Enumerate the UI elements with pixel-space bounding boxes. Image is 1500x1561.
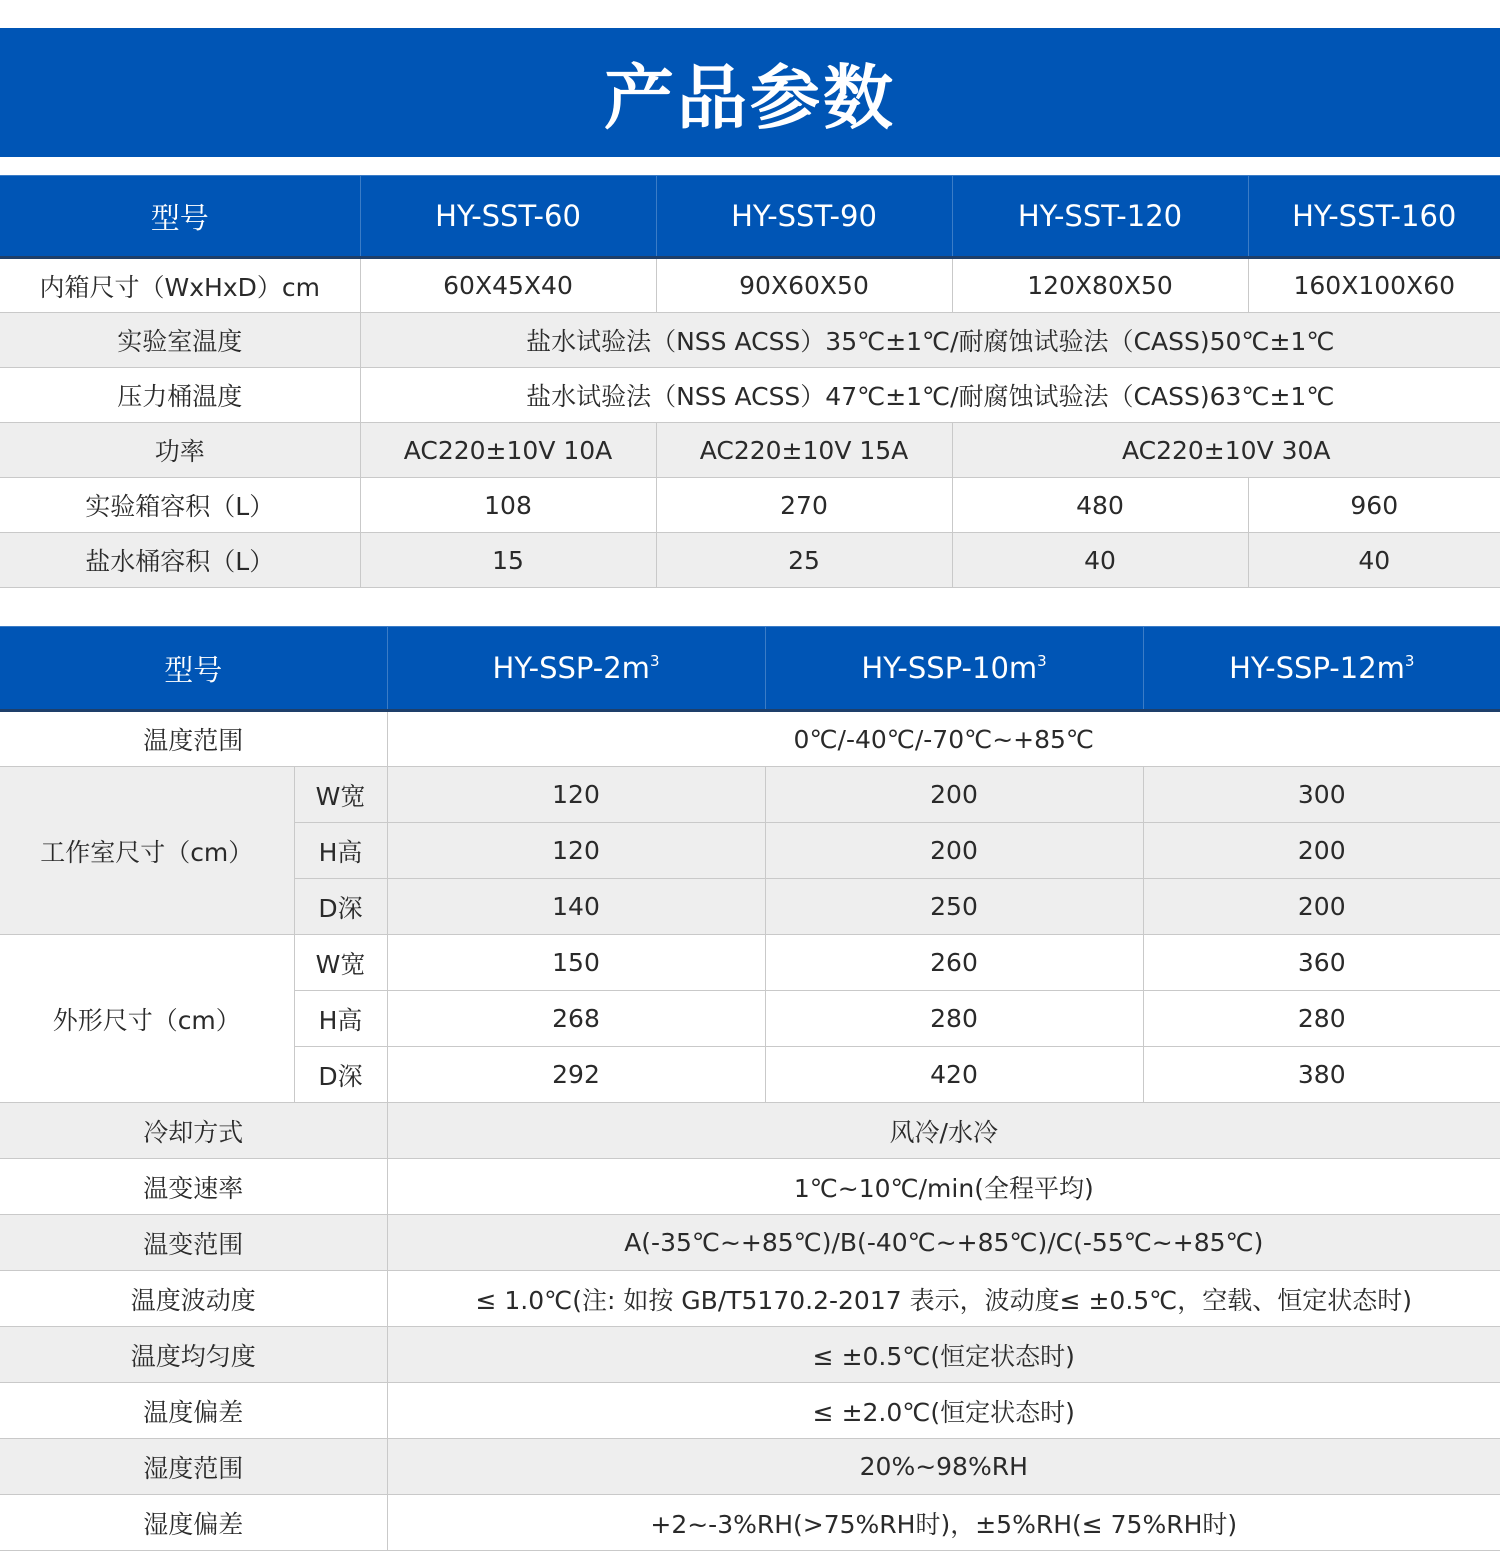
row-label: 功率 bbox=[0, 423, 360, 478]
table-cell: 480 bbox=[952, 478, 1248, 533]
model-header: HY-SST-90 bbox=[656, 176, 952, 258]
row-label: 湿度偏差 bbox=[0, 1495, 387, 1551]
table-row bbox=[0, 767, 1500, 823]
dimension-label: H高 bbox=[294, 823, 387, 879]
row-label: 温度均匀度 bbox=[0, 1327, 387, 1383]
unit-superscript: 3 bbox=[1404, 652, 1415, 670]
row-label: 温度范围 bbox=[0, 711, 387, 767]
table-row bbox=[0, 1439, 1500, 1495]
table-cell: 300 bbox=[1143, 767, 1500, 823]
row-label: 温变速率 bbox=[0, 1159, 387, 1215]
table-cell: 20%~98%RH bbox=[387, 1439, 1500, 1495]
table-row bbox=[0, 1159, 1500, 1215]
table-cell: AC220±10V 10A bbox=[360, 423, 656, 478]
table-cell: 960 bbox=[1248, 478, 1500, 533]
ssp-spec-table bbox=[0, 626, 1500, 1551]
table-cell: 15 bbox=[360, 533, 656, 588]
table-cell: 200 bbox=[1143, 823, 1500, 879]
table-cell: 260 bbox=[765, 935, 1143, 991]
row-label: 内箱尺寸（WxHxD）cm bbox=[0, 258, 360, 313]
table-cell: +2~-3%RH(>75%RH时)，±5%RH(≤ 75%RH时) bbox=[387, 1495, 1500, 1551]
row-label: 冷却方式 bbox=[0, 1103, 387, 1159]
table-cell: 200 bbox=[765, 767, 1143, 823]
table-cell: ≤ 1.0℃(注: 如按 GB/T5170.2-2017 表示，波动度≤ ±0.5℃，空载、恒定状态时) bbox=[387, 1271, 1500, 1327]
table-cell: ≤ ±2.0℃(恒定状态时) bbox=[387, 1383, 1500, 1439]
table-row bbox=[0, 1271, 1500, 1327]
table-cell: 360 bbox=[1143, 935, 1500, 991]
table-cell: 120 bbox=[387, 767, 765, 823]
table-row bbox=[0, 935, 1500, 991]
model-header bbox=[1143, 627, 1500, 711]
table-cell: 292 bbox=[387, 1047, 765, 1103]
row-label: 外形尺寸（cm） bbox=[0, 935, 294, 1103]
table-cell: 25 bbox=[656, 533, 952, 588]
table-cell: 280 bbox=[1143, 991, 1500, 1047]
table-cell: 200 bbox=[1143, 879, 1500, 935]
table-row bbox=[0, 1215, 1500, 1271]
dimension-label: H高 bbox=[294, 991, 387, 1047]
row-label: 实验室温度 bbox=[0, 313, 360, 368]
table-cell: 420 bbox=[765, 1047, 1143, 1103]
table-row bbox=[0, 478, 1500, 533]
row-label: 盐水桶容积（L） bbox=[0, 533, 360, 588]
table-cell: 280 bbox=[765, 991, 1143, 1047]
table-cell: 120X80X50 bbox=[952, 258, 1248, 313]
table-row bbox=[0, 1327, 1500, 1383]
model-header bbox=[387, 627, 765, 711]
table-cell: ≤ ±0.5℃(恒定状态时) bbox=[387, 1327, 1500, 1383]
table-row bbox=[0, 258, 1500, 313]
dimension-label: W宽 bbox=[294, 767, 387, 823]
title-banner bbox=[0, 28, 1500, 157]
table-cell: 120 bbox=[387, 823, 765, 879]
row-label: 压力桶温度 bbox=[0, 368, 360, 423]
table-cell: 1℃~10℃/min(全程平均) bbox=[387, 1159, 1500, 1215]
table-cell: 268 bbox=[387, 991, 765, 1047]
table-cell: 90X60X50 bbox=[656, 258, 952, 313]
table-cell: 270 bbox=[656, 478, 952, 533]
page-title: 产品参数 bbox=[604, 57, 896, 139]
unit-superscript: 3 bbox=[1037, 652, 1047, 670]
table-cell: 60X45X40 bbox=[360, 258, 656, 313]
model-name: HY-SSP-10m bbox=[861, 651, 1038, 685]
table-cell: 盐水试验法（NSS ACSS）35℃±1℃/耐腐蚀试验法（CASS)50℃±1℃ bbox=[360, 313, 1500, 368]
table-cell: 250 bbox=[765, 879, 1143, 935]
table-row bbox=[0, 1495, 1500, 1551]
table-row bbox=[0, 533, 1500, 588]
model-header: HY-SST-120 bbox=[952, 176, 1248, 258]
table-row bbox=[0, 711, 1500, 767]
model-name: HY-SSP-2m bbox=[492, 651, 650, 685]
table-cell: 150 bbox=[387, 935, 765, 991]
row-label: 温变范围 bbox=[0, 1215, 387, 1271]
sst-spec-table bbox=[0, 175, 1500, 588]
table-header-row bbox=[0, 627, 1500, 711]
row-label: 工作室尺寸（cm） bbox=[0, 767, 294, 935]
table-cell: 160X100X60 bbox=[1248, 258, 1500, 313]
model-name: HY-SSP-12m bbox=[1229, 651, 1405, 685]
row-label: 温度偏差 bbox=[0, 1383, 387, 1439]
table-cell: 380 bbox=[1143, 1047, 1500, 1103]
row-label: 温度波动度 bbox=[0, 1271, 387, 1327]
table-row bbox=[0, 313, 1500, 368]
row-label: 湿度范围 bbox=[0, 1439, 387, 1495]
model-header: HY-SST-160 bbox=[1248, 176, 1500, 258]
table-cell: AC220±10V 30A bbox=[952, 423, 1500, 478]
model-header: HY-SST-60 bbox=[360, 176, 656, 258]
table-cell: 盐水试验法（NSS ACSS）47℃±1℃/耐腐蚀试验法（CASS)63℃±1℃ bbox=[360, 368, 1500, 423]
table-row bbox=[0, 423, 1500, 478]
table-cell: 140 bbox=[387, 879, 765, 935]
table-cell: 200 bbox=[765, 823, 1143, 879]
model-header-label: 型号 bbox=[0, 176, 360, 258]
dimension-label: D深 bbox=[294, 879, 387, 935]
table-cell: AC220±10V 15A bbox=[656, 423, 952, 478]
dimension-label: W宽 bbox=[294, 935, 387, 991]
dimension-label: D深 bbox=[294, 1047, 387, 1103]
table-cell: 40 bbox=[1248, 533, 1500, 588]
model-header bbox=[765, 627, 1143, 711]
table-cell: 风冷/水冷 bbox=[387, 1103, 1500, 1159]
table-row bbox=[0, 368, 1500, 423]
unit-superscript: 3 bbox=[649, 652, 660, 670]
table-cell: 40 bbox=[952, 533, 1248, 588]
table-cell: A(-35℃~+85℃)/B(-40℃~+85℃)/C(-55℃~+85℃) bbox=[387, 1215, 1500, 1271]
row-label: 实验箱容积（L） bbox=[0, 478, 360, 533]
table-row bbox=[0, 1103, 1500, 1159]
table-row bbox=[0, 1383, 1500, 1439]
table-header-row bbox=[0, 176, 1500, 258]
table-cell: 0℃/-40℃/-70℃~+85℃ bbox=[387, 711, 1500, 767]
model-header-label: 型号 bbox=[0, 627, 387, 711]
table-cell: 108 bbox=[360, 478, 656, 533]
